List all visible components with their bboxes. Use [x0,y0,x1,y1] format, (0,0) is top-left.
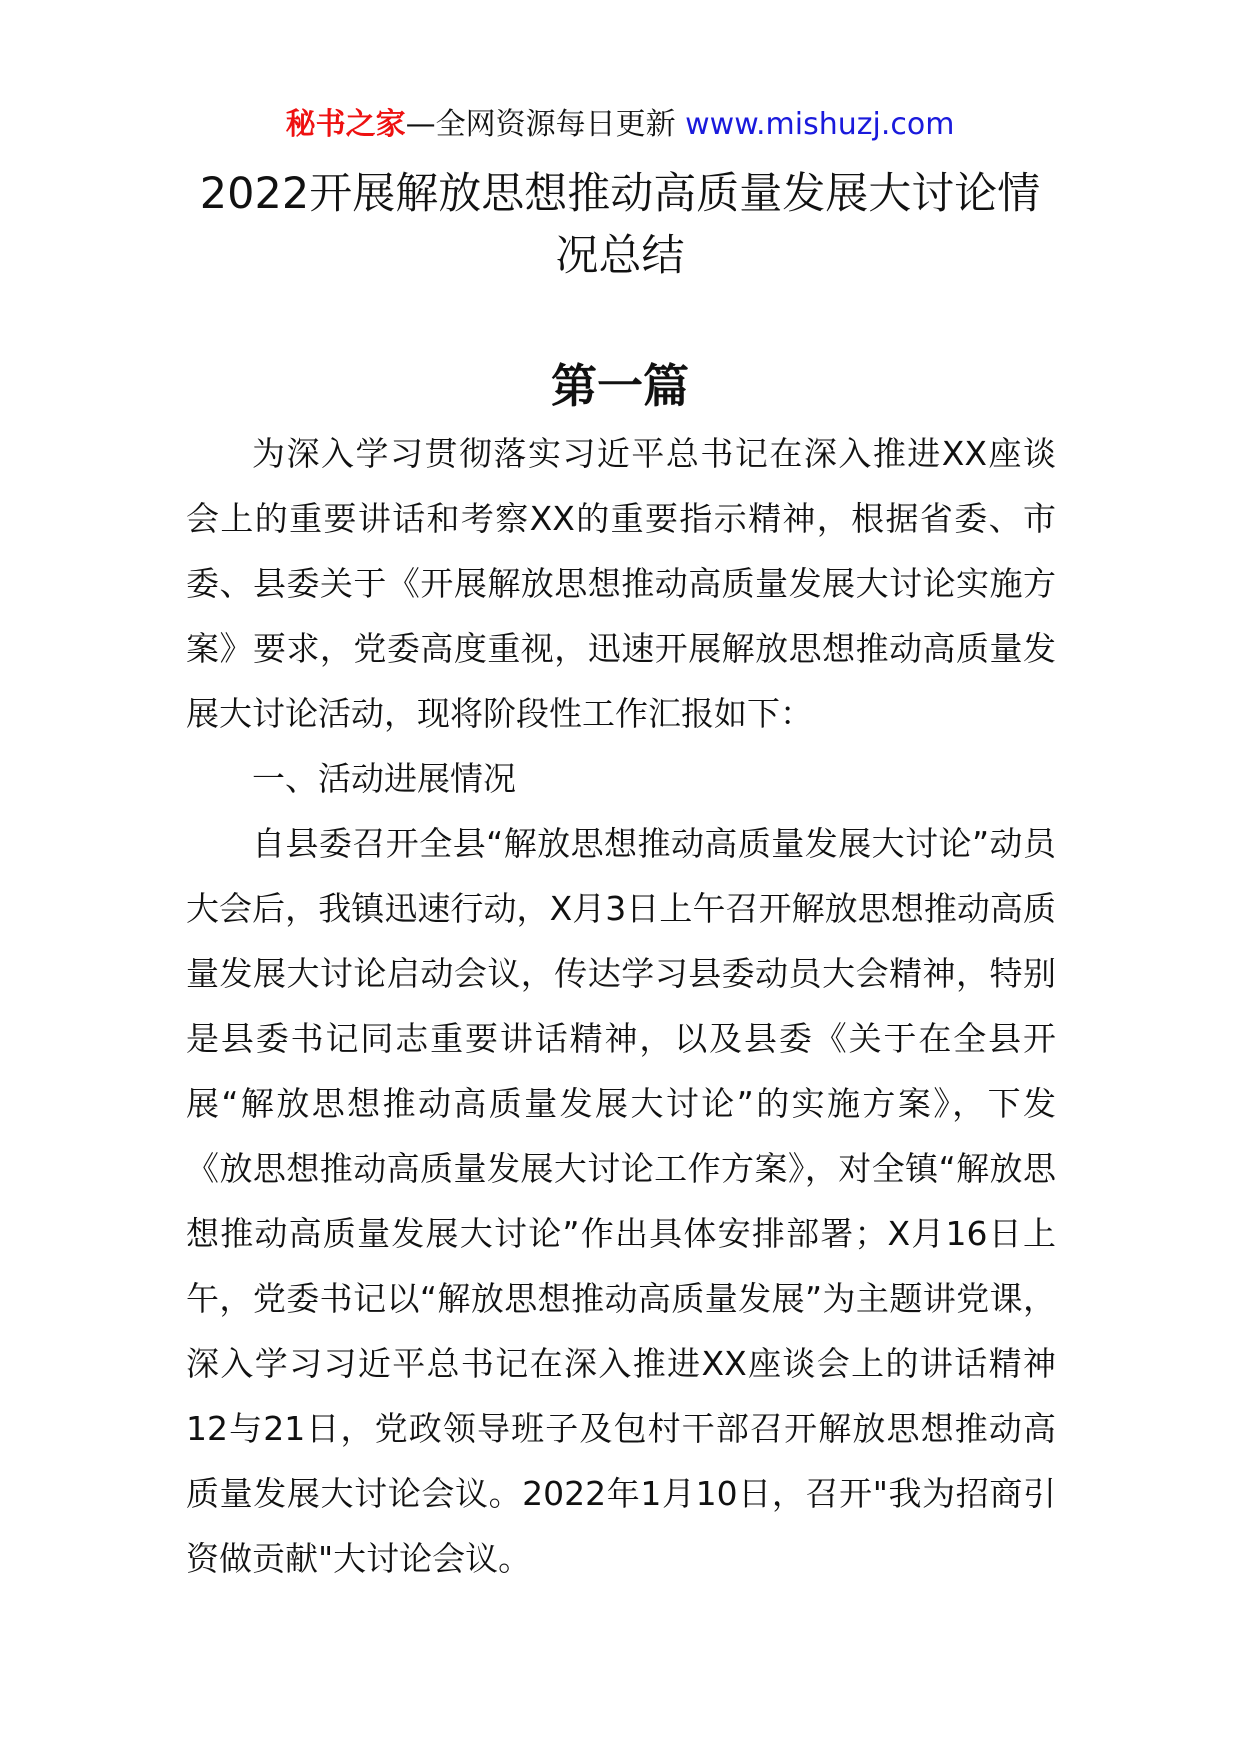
site-url-link[interactable]: www.mishuzj.com [685,107,955,142]
paragraph-progress: 自县委召开全县“解放思想推动高质量发展大讨论”动员大会后，我镇迅速行动，X月3日上午召开解放思想推动高质量发展大讨论启动会议，传达学习县委动员大会精神，特别是县委书记同志重要讲话精神，以及县委《关于在全县开展“解放思想推动高质量发展大讨论”的实施方案》，下发《放思想推动高质量发展大讨论工作方案》，对全镇“解放思想推动高质量发展大讨论”作出具体安排部署；X月16日上午，党委书记以“解放思想推动高质量发展”为主题讲党课，深入学习习近平总书记在深入推进XX座谈会上的讲话精神12与21日，党政领导班子及包村干部召开解放思想推动高质量发展大讨论会议。2022年1月10日，召开"我为招商引资做贡献"大讨论会议。 [186,824,1056,1578]
watermark-header [0,103,1240,147]
header-tagline: —全网资源每日更新 [405,107,686,142]
document-title: 2022开展解放思想推动高质量发展大讨论情况总结 [199,169,1041,281]
paragraph-intro: 为深入学习贯彻落实习近平总书记在深入推进XX座谈会上的重要讲话和考察XX的重要指示精神，根据省委、市委、县委关于《开展解放思想推动高质量发展大讨论实施方案》要求，党委高度重视，迅速开展解放思想推动高质量发展大讨论活动，现将阶段性工作汇报如下： [186,434,1056,733]
section-heading: 第一篇 [551,359,689,413]
paragraph-subheading: 一、活动进展情况 [252,759,516,798]
document-body [186,421,1056,1591]
brand-name: 秘书之家 [285,107,406,142]
